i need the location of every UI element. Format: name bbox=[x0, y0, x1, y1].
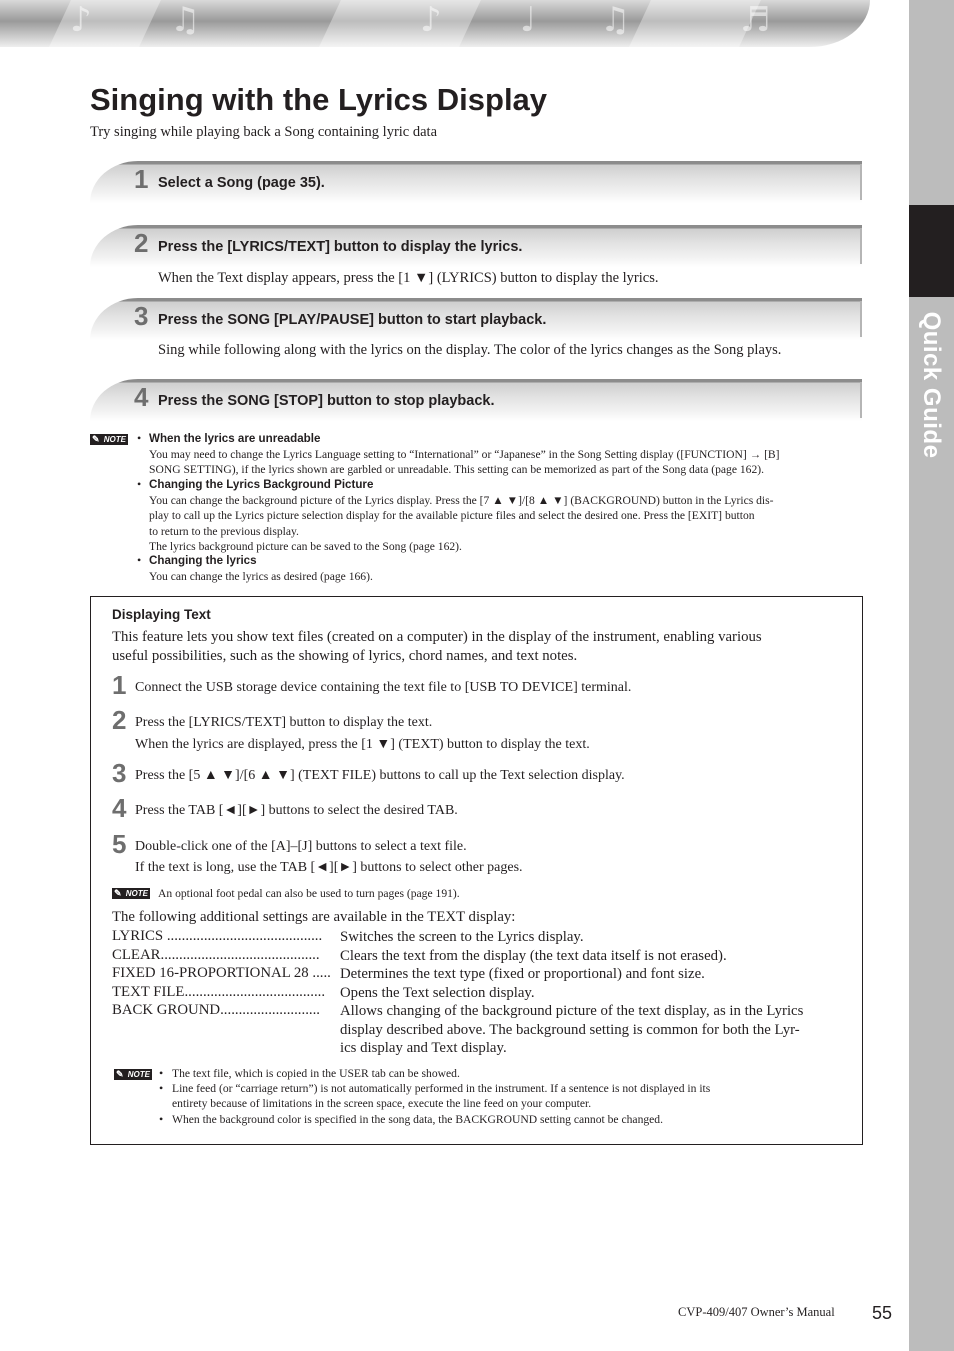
side-bar bbox=[909, 0, 954, 1351]
setting-description: Allows changing of the background picture of the text display, as in the Lyrics display described above. The background setting is common for both the Lyr- ics display and Text display. bbox=[340, 1003, 804, 1057]
music-note-icon: ♪ bbox=[420, 0, 442, 40]
page-subtitle: Try singing while playing back a Song containing lyric data bbox=[90, 124, 438, 140]
footer-manual-name: CVP-409/407 Owner’s Manual bbox=[678, 1305, 835, 1319]
box-note: Line feed (or “carriage return”) is not automatically performed in the instrument. If a sentence is not displayed in its entirety because of limitations in the screen space, execute the line feed on your computer. bbox=[172, 1082, 711, 1111]
note-body: You may need to change the Lyrics Language setting to “International” or “Japanese” in the Song Setting display ([FUNCTION] → [B] SONG SETTING), if the lyrics shown are garbled or unreadable. This setting can be memorized as part of the Song data (page 162). bbox=[149, 448, 780, 477]
setting-label: BACK GROUND........................... bbox=[112, 1002, 320, 1018]
box-step-number: 5 bbox=[112, 829, 127, 859]
side-tab-label: Quick Guide bbox=[918, 311, 945, 459]
step-2 bbox=[90, 225, 862, 267]
header-banner bbox=[0, 0, 870, 47]
box-step-text: Double-click one of the [A]–[J] buttons to select a text file. bbox=[135, 839, 467, 854]
step-number: 3 bbox=[134, 301, 149, 331]
note-icon: ✎ NOTE bbox=[116, 1069, 150, 1079]
step-text: Press the SONG [STOP] button to stop playback. bbox=[158, 393, 495, 409]
box-step-text: Connect the USB storage device containing the text file to [USB TO DEVICE] terminal. bbox=[135, 680, 632, 695]
step-text: Select a Song (page 35). bbox=[158, 175, 325, 191]
box-step-number: 4 bbox=[112, 793, 127, 823]
setting-label: TEXT FILE...................................... bbox=[112, 984, 326, 1000]
box-step-text: When the lyrics are displayed, press the [1 ▼] (TEXT) button to display the text. bbox=[135, 737, 590, 752]
page-number: 55 bbox=[872, 1303, 893, 1323]
box-step-number: 3 bbox=[112, 758, 127, 788]
music-note-icon: ♪ bbox=[70, 0, 92, 40]
box-note: When the background color is specified in the song data, the BACKGROUND setting cannot be changed. bbox=[172, 1113, 664, 1126]
step-3-description: Sing while following along with the lyrics on the display. The color of the lyrics changes as the Song plays. bbox=[158, 342, 782, 358]
box-inline-note: An optional foot pedal can also be used to turn pages (page 191). bbox=[158, 887, 460, 900]
step-text: Press the SONG [PLAY/PAUSE] button to start playback. bbox=[158, 312, 547, 328]
step-text: Press the [LYRICS/TEXT] button to display the lyrics. bbox=[158, 239, 523, 255]
music-note-icon: ♬ bbox=[740, 0, 771, 40]
settings-intro: The following additional settings are available in the TEXT display: bbox=[112, 909, 516, 925]
music-note-icon: ♫ bbox=[170, 0, 201, 40]
note-body: You can change the background picture of the Lyrics display. Press the [7 ▲ ▼]/[8 ▲ ▼] (BACKGROUND) button in the Lyrics dis- play to call up the Lyrics picture selection display for the available picture files and select the desired one. Press the [EXIT] button to return to the previous display. The lyrics background picture can be saved to the Song (page 162). bbox=[149, 494, 774, 553]
box-step-text: Press the [LYRICS/TEXT] button to display the text. bbox=[135, 715, 433, 730]
side-tab-marker bbox=[909, 205, 954, 297]
step-4 bbox=[90, 379, 862, 421]
box-note: The text file, which is copied in the USER tab can be showed. bbox=[172, 1067, 460, 1080]
step-number: 4 bbox=[134, 382, 149, 412]
setting-label: LYRICS .......................................... bbox=[112, 928, 323, 944]
box-step-text: Press the [5 ▲ ▼]/[6 ▲ ▼] (TEXT FILE) buttons to call up the Text selection display. bbox=[135, 768, 625, 783]
note-icon: ✎ NOTE bbox=[92, 434, 126, 444]
box-title: Displaying Text bbox=[112, 607, 211, 622]
box-step-text: Press the TAB [◄][►] buttons to select the desired TAB. bbox=[135, 803, 458, 818]
box-step-number: 1 bbox=[112, 670, 127, 700]
setting-description: Clears the text from the display (the text data itself is not erased). bbox=[340, 948, 727, 964]
step-1 bbox=[90, 161, 862, 203]
box-intro: This feature lets you show text files (created on a computer) in the display of the instrument, enabling various useful possibilities, such as the showing of lyrics, chord names, and text notes. bbox=[112, 629, 762, 664]
step-3 bbox=[90, 298, 862, 340]
step-2-description: When the Text display appears, press the [1 ▼] (LYRICS) button to display the lyrics. bbox=[158, 270, 659, 286]
setting-description: Opens the Text selection display. bbox=[340, 985, 535, 1001]
note-body: You can change the lyrics as desired (page 166). bbox=[149, 570, 373, 583]
note-icon: ✎ NOTE bbox=[114, 888, 148, 898]
note-title: Changing the Lyrics Background Picture bbox=[149, 478, 374, 491]
note-title: Changing the lyrics bbox=[149, 554, 257, 567]
box-step-number: 2 bbox=[112, 705, 127, 735]
step-number: 2 bbox=[134, 228, 149, 258]
setting-label: FIXED 16-PROPORTIONAL 28 ..... bbox=[112, 965, 331, 981]
setting-description: Switches the screen to the Lyrics display. bbox=[340, 929, 584, 945]
music-note-icon: ♩ bbox=[520, 0, 537, 40]
step-number: 1 bbox=[134, 164, 149, 194]
setting-label: CLEAR........................................... bbox=[112, 947, 320, 963]
page-title: Singing with the Lyrics Display bbox=[90, 82, 548, 117]
music-note-icon: ♫ bbox=[600, 0, 631, 40]
note-title: When the lyrics are unreadable bbox=[149, 432, 321, 445]
box-step-text: If the text is long, use the TAB [◄][►] buttons to select other pages. bbox=[135, 860, 523, 875]
setting-description: Determines the text type (fixed or proportional) and font size. bbox=[340, 966, 705, 982]
